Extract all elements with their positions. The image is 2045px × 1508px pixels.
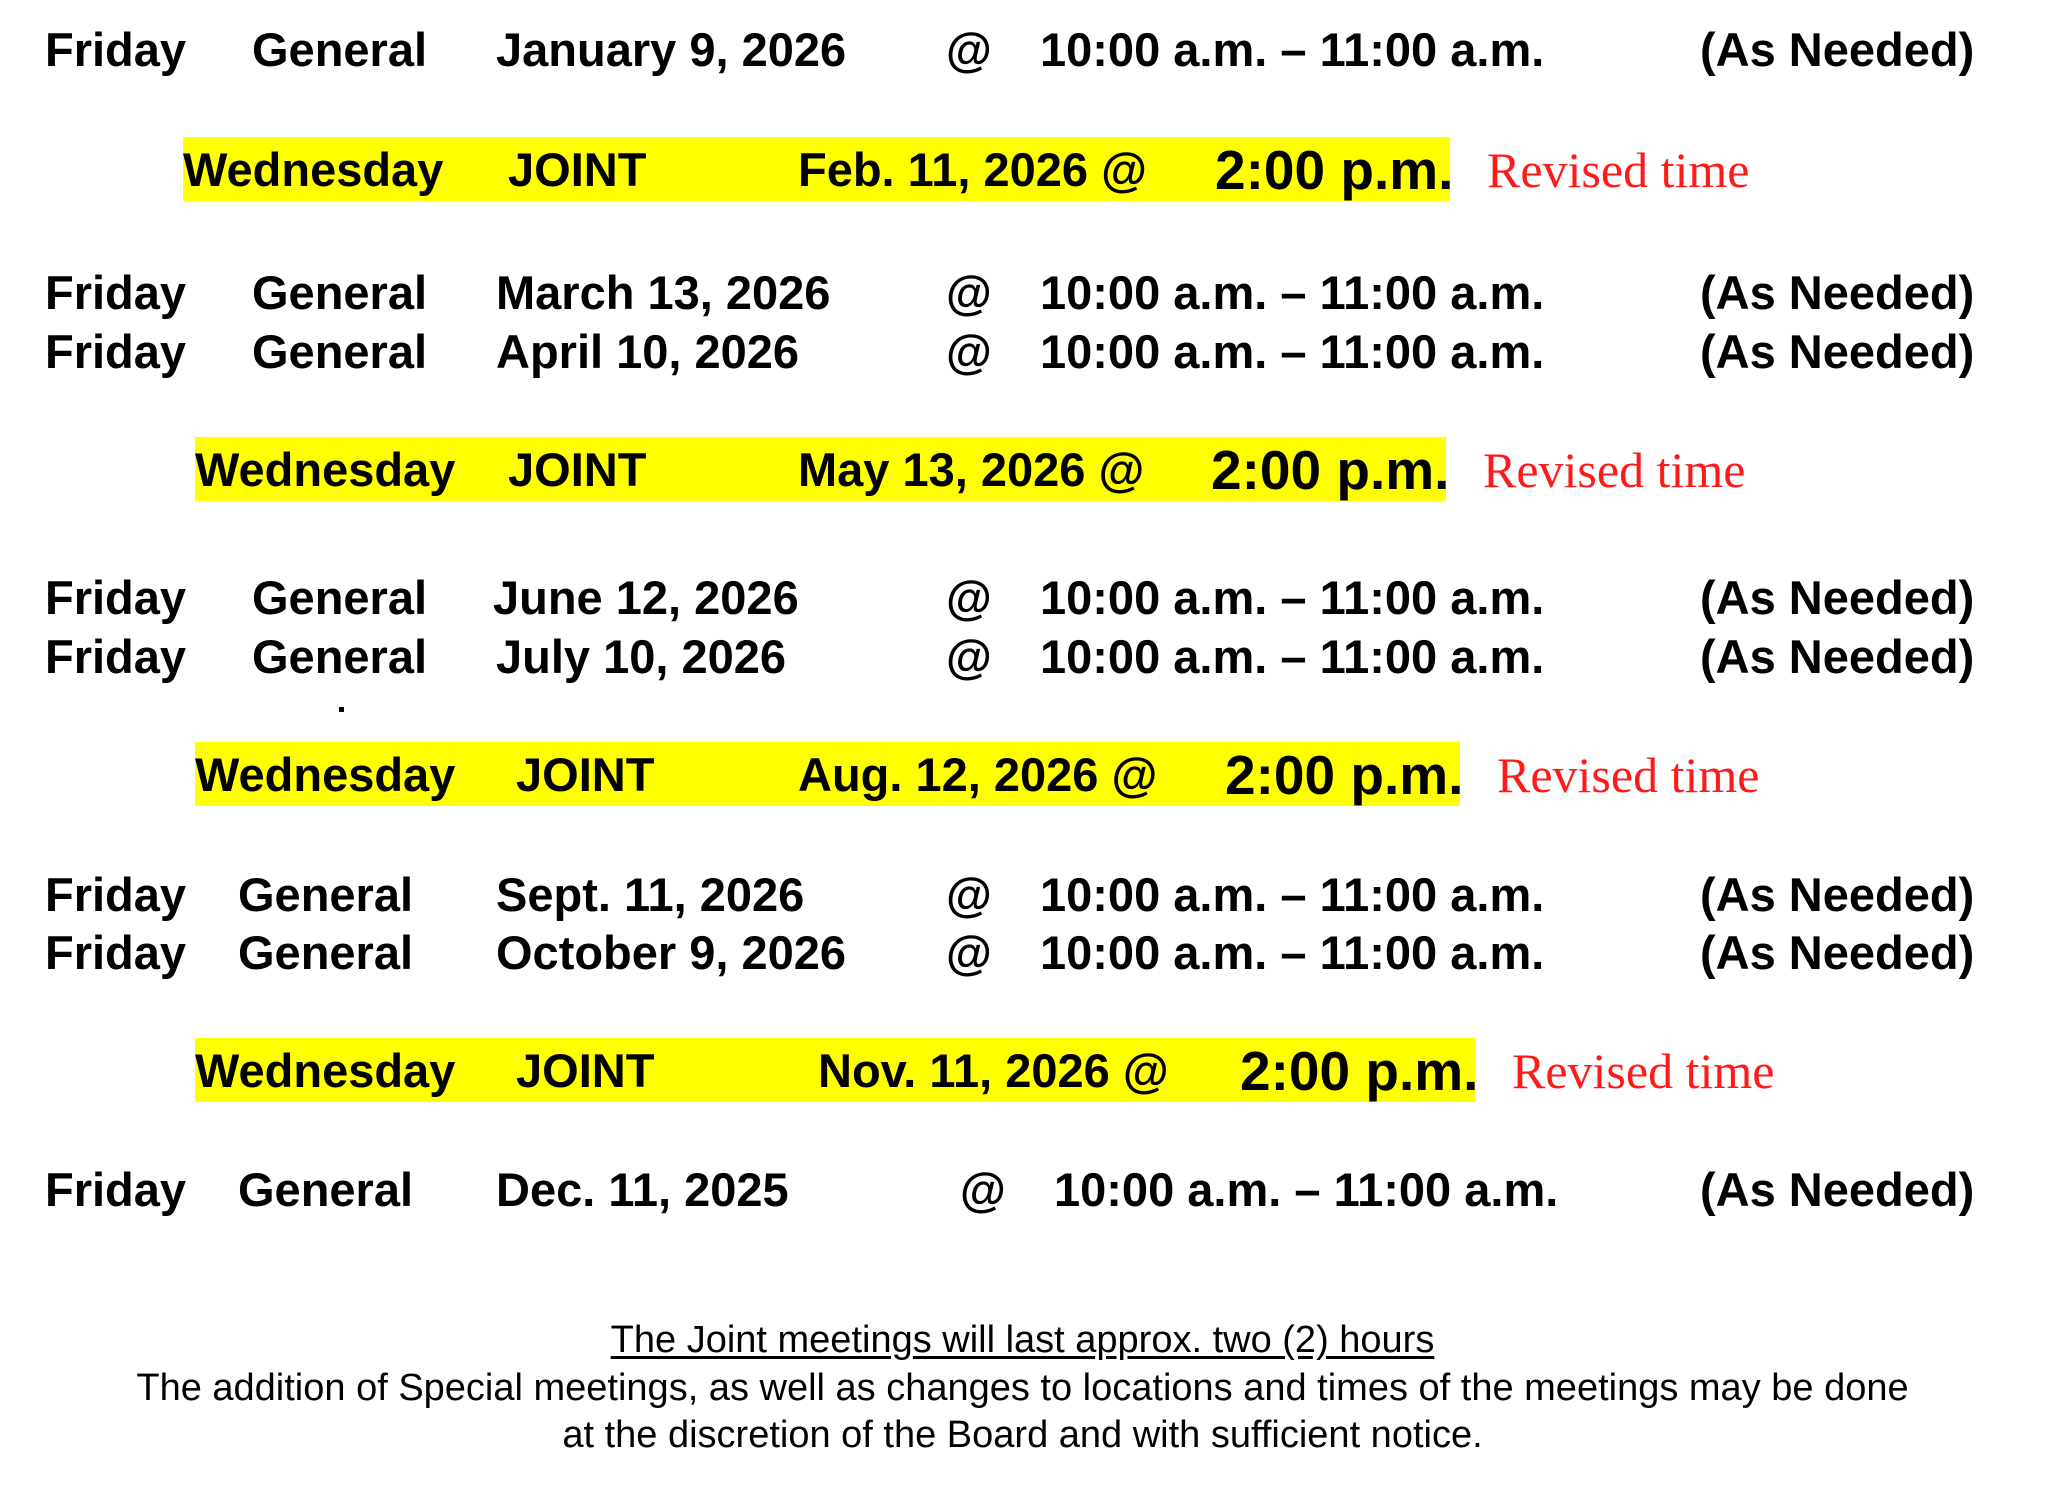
meeting-date: Aug. 12, 2026 @ bbox=[798, 748, 1158, 801]
meeting-time: 10:00 a.m. – 11:00 a.m. bbox=[1040, 266, 1545, 319]
meeting-date: July 10, 2026 bbox=[496, 630, 787, 683]
meeting-date: April 10, 2026 bbox=[496, 325, 800, 378]
meeting-note: (As Needed) bbox=[1700, 23, 1975, 76]
footer-notice-line: The addition of Special meetings, as well as changes to locations and times of the meetings may be done bbox=[136, 1367, 1909, 1409]
meeting-row bbox=[0, 622, 2045, 692]
meeting-time: 10:00 a.m. – 11:00 a.m. bbox=[1040, 23, 1545, 76]
meeting-kind: General bbox=[252, 571, 428, 624]
meeting-day: Friday bbox=[45, 630, 187, 683]
meeting-kind: General bbox=[252, 266, 428, 319]
meeting-time: 10:00 a.m. – 11:00 a.m. bbox=[1040, 325, 1545, 378]
meeting-kind: General bbox=[252, 23, 428, 76]
meeting-note: (As Needed) bbox=[1700, 630, 1975, 683]
meeting-row bbox=[0, 1036, 2045, 1106]
meeting-date: May 13, 2026 @ bbox=[798, 443, 1145, 496]
revised-time-note: Revised time bbox=[1483, 442, 1746, 498]
meeting-time: 10:00 a.m. – 11:00 a.m. bbox=[1040, 868, 1545, 921]
meeting-time: 2:00 p.m. bbox=[1215, 139, 1454, 201]
meeting-kind: JOINT bbox=[516, 748, 655, 801]
meeting-at-sign: @ bbox=[946, 325, 992, 378]
meeting-kind: JOINT bbox=[508, 143, 647, 196]
meeting-day: Wednesday bbox=[183, 143, 444, 196]
meeting-day: Friday bbox=[45, 868, 187, 921]
meeting-row bbox=[0, 435, 2045, 505]
meeting-at-sign: @ bbox=[946, 868, 992, 921]
meeting-date: Feb. 11, 2026 @ bbox=[798, 143, 1147, 196]
meeting-row bbox=[0, 317, 2045, 387]
meeting-kind: General bbox=[252, 325, 428, 378]
meeting-date: June 12, 2026 bbox=[493, 571, 799, 624]
meeting-day: Wednesday bbox=[195, 1044, 456, 1097]
meeting-day: Friday bbox=[45, 926, 187, 979]
meeting-row bbox=[0, 1155, 2045, 1225]
meeting-at-sign: @ bbox=[946, 571, 992, 624]
meeting-note: (As Needed) bbox=[1700, 266, 1975, 319]
meeting-note: (As Needed) bbox=[1700, 1163, 1975, 1216]
meeting-date: October 9, 2026 bbox=[496, 926, 847, 979]
meeting-date: Sept. 11, 2026 bbox=[496, 868, 805, 921]
meeting-day: Friday bbox=[45, 23, 187, 76]
meeting-at-sign: @ bbox=[960, 1163, 1006, 1216]
revised-time-note: Revised time bbox=[1487, 142, 1750, 198]
meeting-row bbox=[0, 135, 2045, 205]
meeting-day: Friday bbox=[45, 571, 187, 624]
meeting-at-sign: @ bbox=[946, 630, 992, 683]
meeting-time: 10:00 a.m. – 11:00 a.m. bbox=[1040, 630, 1545, 683]
meeting-at-sign: @ bbox=[946, 266, 992, 319]
joint-duration-note: The Joint meetings will last approx. two (2) hours bbox=[610, 1319, 1435, 1361]
meeting-note: (As Needed) bbox=[1700, 571, 1975, 624]
meeting-date: March 13, 2026 bbox=[496, 266, 831, 319]
meeting-time: 2:00 p.m. bbox=[1240, 1040, 1479, 1102]
meeting-row bbox=[0, 918, 2045, 988]
meeting-time: 2:00 p.m. bbox=[1211, 439, 1450, 501]
meeting-time: 10:00 a.m. – 11:00 a.m. bbox=[1040, 926, 1545, 979]
meeting-note: (As Needed) bbox=[1700, 868, 1975, 921]
meeting-kind: General bbox=[238, 868, 414, 921]
stray-period-mark bbox=[339, 707, 344, 712]
meeting-time: 2:00 p.m. bbox=[1225, 744, 1464, 806]
meeting-time: 10:00 a.m. – 11:00 a.m. bbox=[1054, 1163, 1559, 1216]
meeting-kind: General bbox=[252, 630, 428, 683]
meeting-note: (As Needed) bbox=[1700, 325, 1975, 378]
meeting-note: (As Needed) bbox=[1700, 926, 1975, 979]
meeting-date: January 9, 2026 bbox=[496, 23, 847, 76]
meeting-kind: JOINT bbox=[508, 443, 647, 496]
meeting-row bbox=[0, 740, 2045, 810]
meeting-time: 10:00 a.m. – 11:00 a.m. bbox=[1040, 571, 1545, 624]
meeting-day: Friday bbox=[45, 1163, 187, 1216]
meeting-day: Friday bbox=[45, 266, 187, 319]
meeting-day: Wednesday bbox=[195, 443, 456, 496]
meeting-kind: General bbox=[238, 1163, 414, 1216]
meeting-date: Nov. 11, 2026 @ bbox=[818, 1044, 1169, 1097]
revised-time-note: Revised time bbox=[1497, 747, 1760, 803]
meeting-at-sign: @ bbox=[946, 23, 992, 76]
meeting-day: Wednesday bbox=[195, 748, 456, 801]
revised-time-note: Revised time bbox=[1512, 1043, 1775, 1099]
meeting-row bbox=[0, 15, 2045, 85]
meeting-at-sign: @ bbox=[946, 926, 992, 979]
meeting-day: Friday bbox=[45, 325, 187, 378]
meeting-kind: General bbox=[238, 926, 414, 979]
meeting-kind: JOINT bbox=[516, 1044, 655, 1097]
meeting-date: Dec. 11, 2025 bbox=[496, 1163, 789, 1216]
footer-notice-line: at the discretion of the Board and with sufficient notice. bbox=[562, 1414, 1483, 1456]
